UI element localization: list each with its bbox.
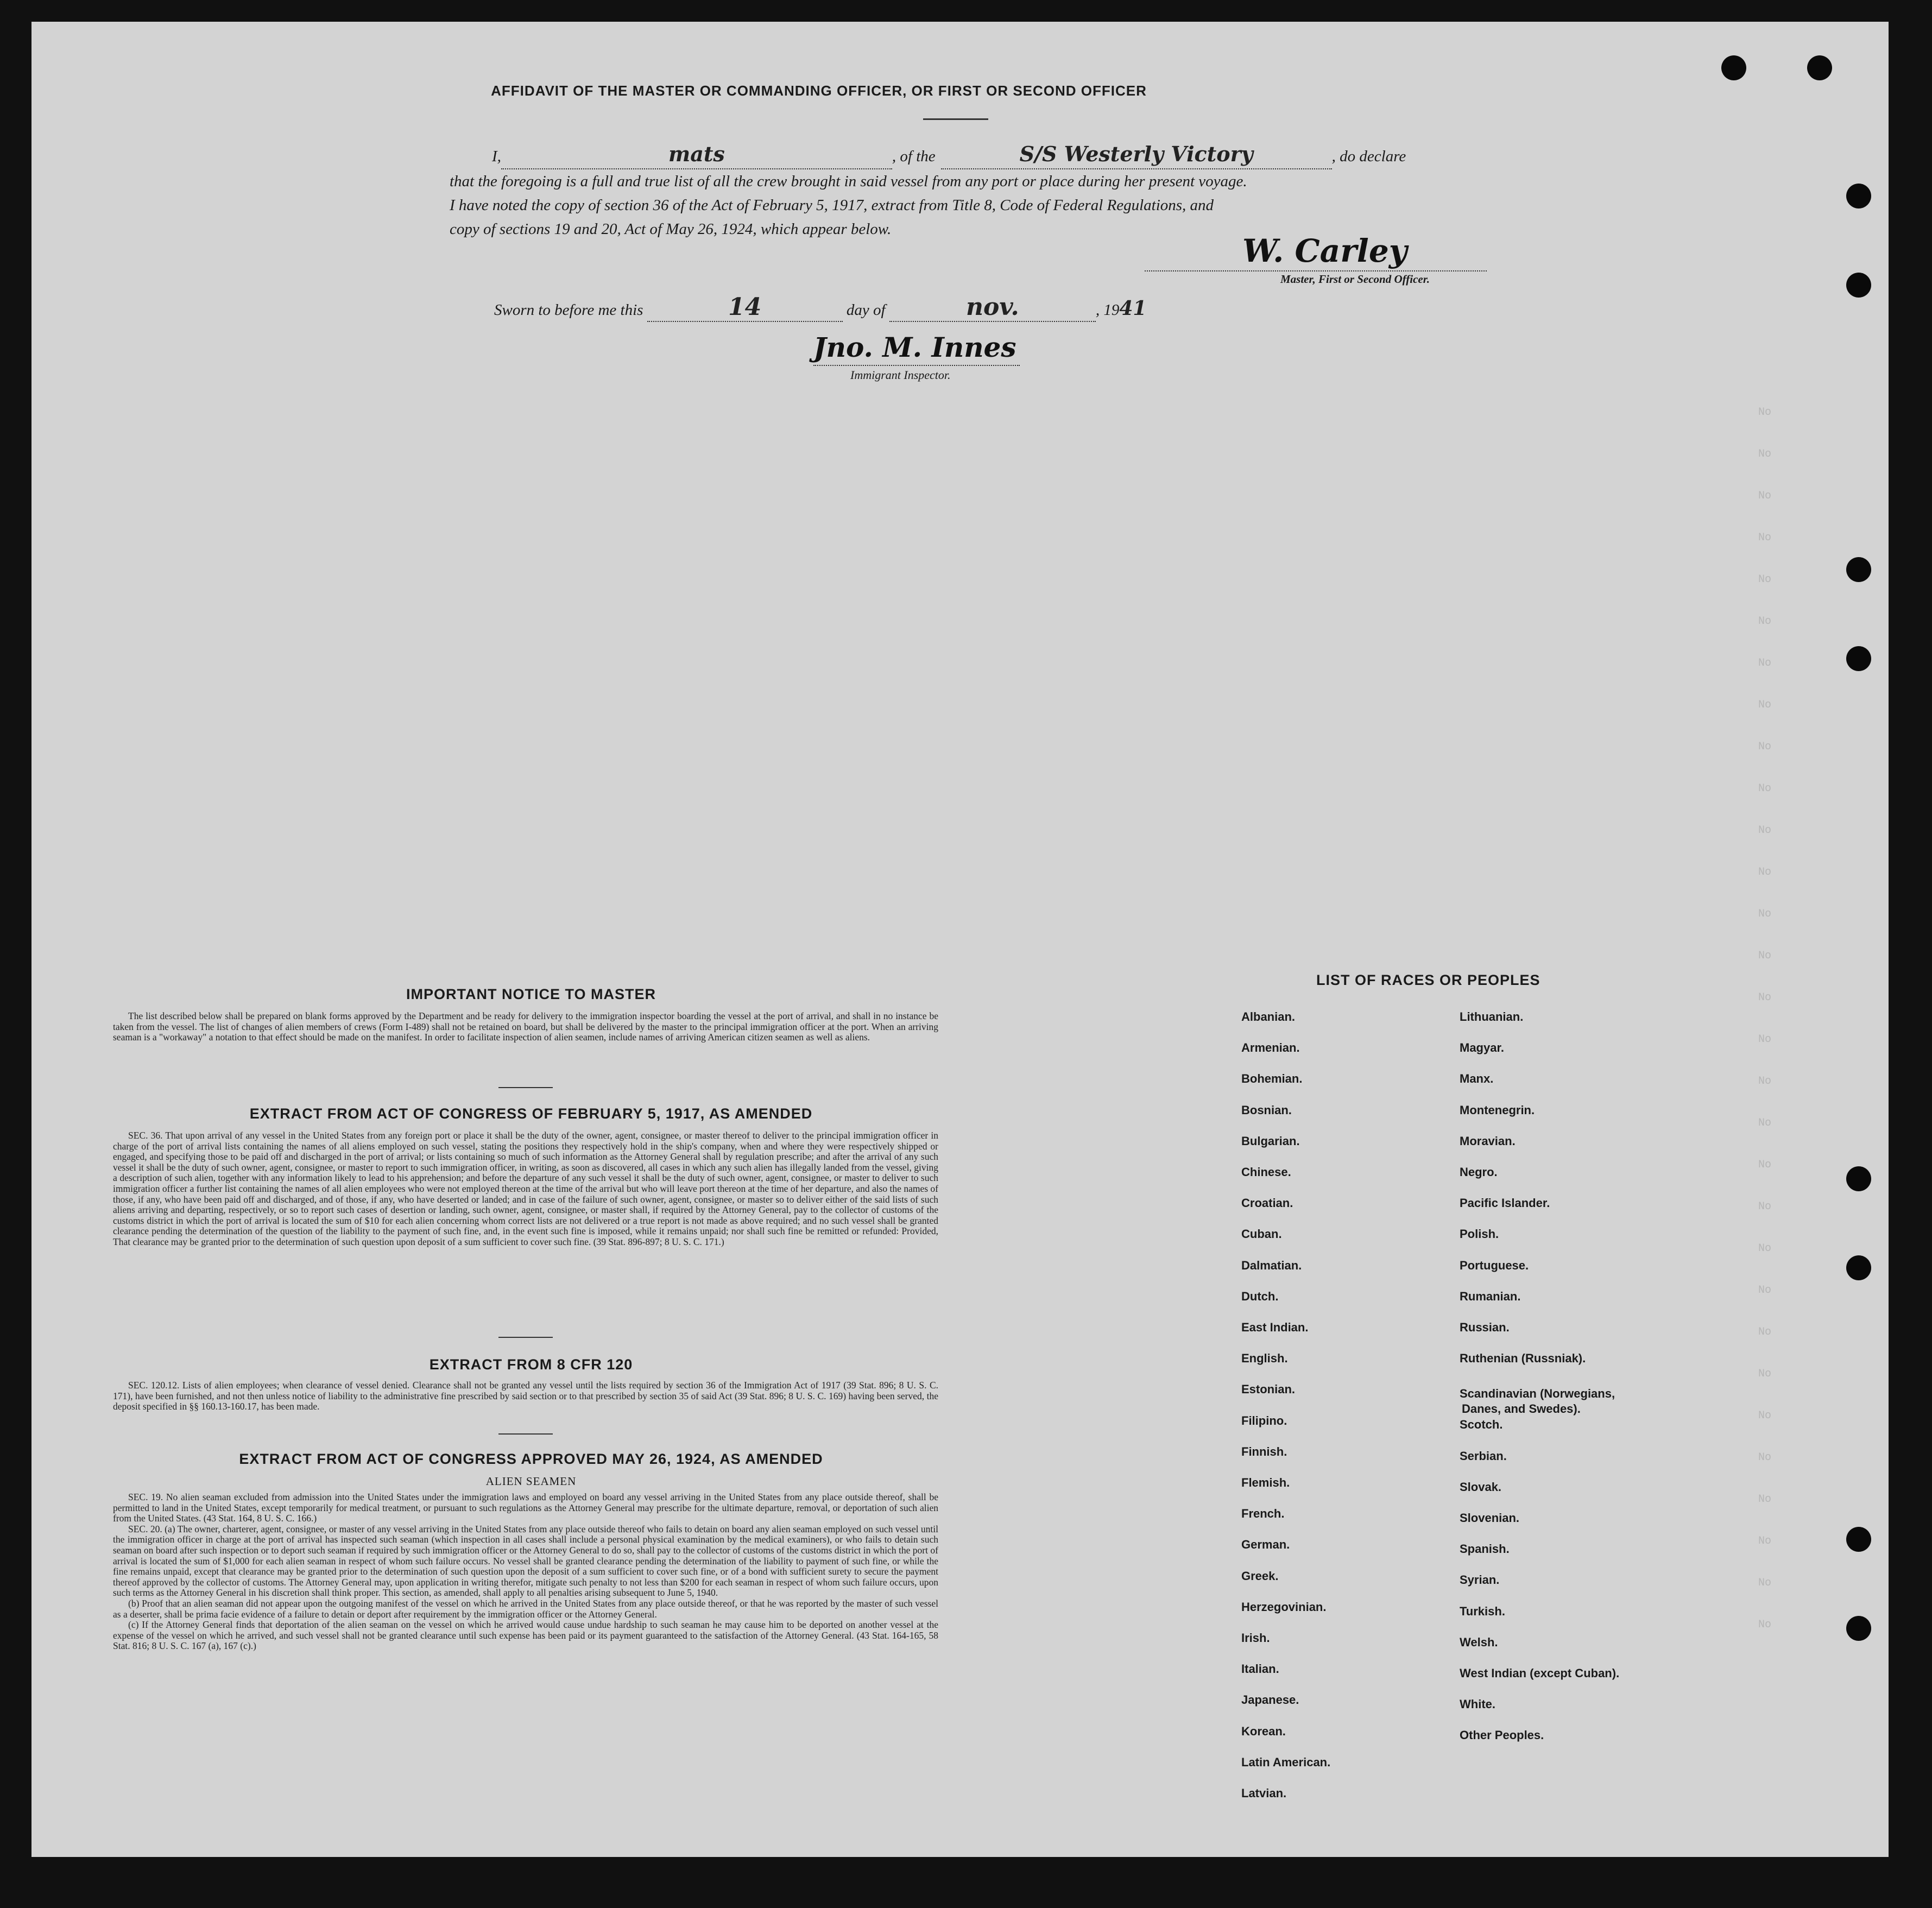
- race-item: East Indian.: [1241, 1321, 1309, 1334]
- punch-hole: [1846, 557, 1871, 582]
- year-prefix: , 19: [1095, 301, 1120, 319]
- sec-20b-paragraph: (b) Proof that an alien seaman did not appear upon the outgoing manifest of the vessel on which he arrived in the United States from any place outside thereof, or that he was reported by the master of such vessel as a deserter, shall be prima facie evidence of a failure to detain or deport after requirement by the immigration officer or the Attorney General.: [113, 1597, 938, 1620]
- race-item: Japanese.: [1241, 1693, 1299, 1707]
- title-rule: [923, 118, 988, 120]
- bleedthrough-label: No: [1758, 1117, 1772, 1129]
- race-item: Slovenian.: [1460, 1511, 1520, 1525]
- race-item: Flemish.: [1241, 1476, 1290, 1489]
- sec-20c-paragraph: (c) If the Attorney General finds that deportation of the alien seaman on the vessel on which he arrived would cause undue hardship to such seaman he may cause him to be deported on another vessel at the expense of the vessel on which he arrived, and such vessel shall not be granted clearance until such expense has been paid or its payment guaranteed to the satisfaction of the Attorney General. (43 Stat. 164-165, 58 Stat. 816; 8 U. S. C. 167 (a), 167 (c).): [113, 1619, 938, 1652]
- sec-20a-paragraph: SEC. 20. (a) The owner, charterer, agent, consignee, or master of any vessel arriving in the United States from any place outside thereof who fails to detain on board any alien seaman employed on such vessel until the immigration officer in charge at the port of arrival has inspected such seaman (which inspection in all cases shall include a personal physical examination by the medical examiners), or who fails to detain such seaman on board after such inspection or to deport such seaman if required by such immigration officer or the Attorney General to do so, shall pay to the collector of customs of the customs district in which the port of arrival is located the sum of $1,000 for each alien seaman in respect of whom such failure occurs. No vessel shall be granted clearance pending the determination of the liability to payment of such fine, or while the fine remains unpaid, except that clearance may be granted prior to the determination of such question upon the deposit of a sum sufficient to cover such fine, or of a bond with sufficient surety to secure the payment thereof approved by the collector of customs. The Attorney General may, upon application in writing therefor, mitigate such penalty to not less than $200 for each seaman in respect of whom such failure occurs, upon such terms as the Attorney General in his discretion shall think proper. This section, as amended, shall apply to all penalties arising subsequent to June 5, 1940.: [113, 1523, 938, 1599]
- race-item: Ruthenian (Russniak).: [1460, 1351, 1586, 1366]
- vessel-name: S/S Westerly Victory: [1019, 142, 1253, 166]
- affidavit-title: AFFIDAVIT OF THE MASTER OR COMMANDING OFFICER, OR FIRST OR SECOND OFFICER: [491, 83, 1147, 99]
- sworn-day-field: [647, 293, 843, 322]
- punch-hole: [1846, 1166, 1871, 1191]
- affidavit-declaration: [450, 142, 1584, 241]
- race-item: Magyar.: [1460, 1041, 1504, 1055]
- bleedthrough-label: No: [1758, 1410, 1772, 1422]
- day-of-label: day of: [846, 301, 886, 319]
- bleedthrough-label: No: [1758, 991, 1772, 1004]
- bleedthrough-label: No: [1758, 615, 1772, 628]
- declaration-line-2: that the foregoing is a full and true list of all the crew brought in said vessel from any port or place during her present voyage.: [450, 173, 1247, 190]
- punch-hole: [1846, 184, 1871, 209]
- bleedthrough-label: No: [1758, 1284, 1772, 1297]
- notice-title: IMPORTANT NOTICE TO MASTER: [406, 986, 656, 1002]
- bleedthrough-label: No: [1758, 1451, 1772, 1464]
- punch-hole: [1846, 646, 1871, 671]
- race-item: Latvian.: [1241, 1786, 1287, 1800]
- race-item: Herzegovinian.: [1241, 1600, 1327, 1614]
- punch-hole: [1846, 273, 1871, 298]
- bleedthrough-label: No: [1758, 950, 1772, 962]
- race-item: Latin American.: [1241, 1755, 1331, 1769]
- bleedthrough-label: No: [1758, 699, 1772, 711]
- inspector-caption: Immigrant Inspector.: [850, 368, 951, 382]
- race-item: Serbian.: [1460, 1449, 1507, 1463]
- race-item: Moravian.: [1460, 1134, 1516, 1148]
- bleedthrough-label: No: [1758, 657, 1772, 669]
- race-item: French.: [1241, 1507, 1285, 1521]
- inspector-signature: Jno. M. Innes: [813, 331, 1016, 363]
- race-item: Estonian.: [1241, 1382, 1296, 1397]
- race-item: Albanian.: [1241, 1010, 1296, 1024]
- race-item: Bosnian.: [1241, 1103, 1292, 1117]
- sec-120-12-paragraph: SEC. 120.12. Lists of alien employees; when clearance of vessel denied. Clearance shall not be granted any vessel until the lists required by section 36 of the Immigration Act of 1917 (39 Stat. 896; 8 U. S. C. 171), have been furnished, and not then unless notice of liability to the administrative fine prescribed by said section or to that prescribed by section 35 of said Act (39 Stat. 896; 8 U. S. C. 169) having been served, the deposit specified in §§ 160.13-160.17, has been made.: [113, 1380, 938, 1412]
- bleedthrough-label: No: [1758, 1577, 1772, 1589]
- sworn-month: nov.: [965, 293, 1019, 321]
- race-item: Other Peoples.: [1460, 1728, 1544, 1742]
- bleedthrough-label: No: [1758, 406, 1772, 419]
- sec-19-paragraph: SEC. 19. No alien seaman excluded from admission into the United States under the immigration laws and employed on board any vessel arriving in the United States from any place outside thereof, shall be permitted to land in the United States, except temporarily for medical treatment, or pursuant to such regulations as the Attorney General may prescribe for the ultimate departure, removal, or deportation of such alien from the United States. (43 Stat. 164, 8 U. S. C. 166.): [113, 1492, 938, 1524]
- inspector-signature-line: [813, 365, 1020, 366]
- bleedthrough-label: No: [1758, 1033, 1772, 1046]
- notice-paragraph: The list described below shall be prepared on blank forms approved by the Department and be ready for delivery to the immigration inspector boarding the vessel at the port of arrival, and shall in no instance be taken from the vessel. The list of changes of alien members of crews (Form I-489) shall not be retained on board, but shall be delivered by the master to the principal immigration officer at the port. When an arriving seaman is a "workaway" a notation to that effect should be made on the manifest. In order to facilitate inspection of alien seamen, include names of arriving American citizen seamen as well as aliens.: [113, 1010, 938, 1043]
- race-item: Danes, and Swedes).: [1462, 1402, 1581, 1416]
- race-item: Chinese.: [1241, 1165, 1291, 1179]
- race-item: Manx.: [1460, 1072, 1494, 1086]
- bleedthrough-label: No: [1758, 1535, 1772, 1547]
- notice-rule: [498, 1087, 553, 1088]
- race-item: Rumanian.: [1460, 1289, 1521, 1303]
- extract-1924-title: EXTRACT FROM ACT OF CONGRESS APPROVED MAY 26, 1924, AS AMENDED: [239, 1451, 823, 1467]
- bleedthrough-label: No: [1758, 824, 1772, 837]
- bleedthrough-label: No: [1758, 1619, 1772, 1631]
- document-page: [31, 22, 1889, 1857]
- race-item: Slovak.: [1460, 1480, 1502, 1494]
- bleedthrough-label: No: [1758, 573, 1772, 586]
- race-item: Dalmatian.: [1241, 1258, 1302, 1272]
- extract-1917-body: [113, 1130, 938, 1248]
- race-item: Syrian.: [1460, 1573, 1500, 1587]
- bleedthrough-label: No: [1758, 1075, 1772, 1088]
- master-signature: W. Carley: [1242, 232, 1407, 269]
- race-item: Portuguese.: [1460, 1258, 1529, 1272]
- alien-seamen-subtitle: ALIEN SEAMEN: [485, 1475, 577, 1488]
- race-item: Welsh.: [1460, 1635, 1498, 1649]
- extract-1917-title: EXTRACT FROM ACT OF CONGRESS OF FEBRUARY 5, 1917, AS AMENDED: [249, 1105, 813, 1122]
- race-item: Pacific Islander.: [1460, 1196, 1550, 1210]
- declaration-line-4: copy of sections 19 and 20, Act of May 26, 1924, which appear below.: [450, 220, 892, 238]
- punch-hole: [1846, 1255, 1871, 1280]
- race-item: Negro.: [1460, 1165, 1498, 1179]
- punch-hole: [1846, 1616, 1871, 1641]
- race-item: Italian.: [1241, 1662, 1279, 1676]
- race-item: German.: [1241, 1538, 1290, 1552]
- bleedthrough-label: No: [1758, 448, 1772, 460]
- race-item: Croatian.: [1241, 1196, 1293, 1210]
- bleedthrough-label: No: [1758, 741, 1772, 753]
- race-item: Scandinavian (Norwegians,: [1460, 1387, 1615, 1401]
- race-item: Turkish.: [1460, 1604, 1505, 1618]
- bleedthrough-label: No: [1758, 866, 1772, 879]
- bleedthrough-label: No: [1758, 1242, 1772, 1255]
- race-item: Irish.: [1241, 1631, 1270, 1645]
- bleedthrough-label: No: [1758, 1493, 1772, 1506]
- declaration-line-3: I have noted the copy of section 36 of the Act of February 5, 1917, extract from Title 8, Code of Federal Regulations, and: [450, 197, 1214, 214]
- race-item: West Indian (except Cuban).: [1460, 1666, 1620, 1680]
- master-name: mats: [668, 142, 725, 166]
- bleedthrough-label: No: [1758, 1368, 1772, 1380]
- race-item: Polish.: [1460, 1227, 1499, 1241]
- race-item: Scotch.: [1460, 1418, 1503, 1432]
- race-item: Bohemian.: [1241, 1072, 1303, 1086]
- extract-cfr-title: EXTRACT FROM 8 CFR 120: [429, 1356, 633, 1373]
- bleedthrough-label: No: [1758, 1201, 1772, 1213]
- master-caption: Master, First or Second Officer.: [1280, 273, 1430, 286]
- races-title: LIST OF RACES OR PEOPLES: [1316, 972, 1540, 988]
- race-item: Spanish.: [1460, 1542, 1510, 1556]
- race-item: Korean.: [1241, 1724, 1286, 1738]
- notice-body: [113, 1011, 938, 1043]
- bleedthrough-label: No: [1758, 908, 1772, 920]
- punch-hole: [1807, 55, 1832, 80]
- sworn-label: Sworn to before me this: [494, 301, 643, 319]
- race-item: Finnish.: [1241, 1444, 1287, 1458]
- sworn-day: 14: [728, 293, 762, 321]
- extract-cfr-body: [113, 1380, 938, 1412]
- bleedthrough-label: No: [1758, 490, 1772, 502]
- declarant-prefix: I,: [492, 148, 501, 165]
- race-item: Dutch.: [1241, 1289, 1279, 1303]
- extract-cfr-rule: [498, 1433, 553, 1435]
- race-item: Russian.: [1460, 1321, 1510, 1334]
- master-name-field: [501, 142, 892, 169]
- bleedthrough-label: No: [1758, 532, 1772, 544]
- race-item: Lithuanian.: [1460, 1010, 1524, 1024]
- race-item: Cuban.: [1241, 1227, 1282, 1241]
- vessel-name-field: [941, 142, 1332, 169]
- of-the-label: , of the: [892, 148, 936, 165]
- sworn-line: [494, 293, 1146, 322]
- race-item: English.: [1241, 1351, 1288, 1366]
- sworn-year: 41: [1119, 297, 1147, 320]
- bleedthrough-label: No: [1758, 1326, 1772, 1338]
- bleedthrough-label: No: [1758, 782, 1772, 795]
- extract-1917-rule: [498, 1337, 553, 1338]
- sworn-month-field: [889, 293, 1096, 322]
- master-signature-line: [1145, 270, 1487, 271]
- race-item: Filipino.: [1241, 1413, 1287, 1427]
- punch-hole: [1846, 1527, 1871, 1552]
- race-item: Greek.: [1241, 1569, 1279, 1583]
- extract-1924-body: [113, 1492, 938, 1652]
- declare-label: , do declare: [1331, 148, 1406, 165]
- bleedthrough-label: No: [1758, 1159, 1772, 1171]
- punch-hole: [1721, 55, 1746, 80]
- race-item: Armenian.: [1241, 1041, 1300, 1055]
- race-item: Bulgarian.: [1241, 1134, 1300, 1148]
- sec-36-paragraph: SEC. 36. That upon arrival of any vessel in the United States from any foreign port or place it shall be the duty of the owner, agent, consignee, or master thereof to deliver to the principal immigration officer in charge of the port of arrival lists containing the names of all aliens employed on such vessel, stating the positions they respectively hold in the ship's company, when and where they were respectively shipped or engaged, and specifying those to be paid off and discharged in the port of arrival; or lists containing so much of such information as the Attorney General shall by regulation prescribe; and after the arrival of any such vessel it shall be the duty of such owner, agent, consignee, or master to report to such immigration officer, in writing, as soon as discovered, all cases in which any such alien has illegally landed from the vessel, giving a description of such alien, together with any information likely to lead to his apprehension; and before the departure of any such vessel it shall be the duty of such owner, agent, consignee, or master to deliver to such immigration officer a further list containing the names of all alien employees who were not employed thereon at the time of the arrival but who will leave port thereon at the time of her departure, and also the names of those, if any, who have been paid off and discharged, and of those, if any, who have deserted or landed; and in case of the failure of such owner, agent, consignee, or master so to deliver either of the said lists of such aliens arriving and departing, respectively, or so to report such cases of desertion or landing, such owner, agent, consignee, or master shall, if required by the Attorney General, pay to the collector of customs of the customs district in which the port of arrival is located the sum of $10 for each alien concerning whom correct lists are not delivered or a true report is not made as above required; and no such vessel shall be granted clearance pending the determination of the question of the liability to the payment of such fine, and, in the event such fine is imposed, while it remains unpaid; nor shall such fine be remitted or refunded: Provided, That clearance may be granted prior to the determination of such question upon deposit of a sum sufficient to cover such fine. (39 Stat. 896-897; 8 U. S. C. 171.): [113, 1130, 938, 1247]
- race-item: Montenegrin.: [1460, 1103, 1535, 1117]
- race-item: White.: [1460, 1697, 1495, 1711]
